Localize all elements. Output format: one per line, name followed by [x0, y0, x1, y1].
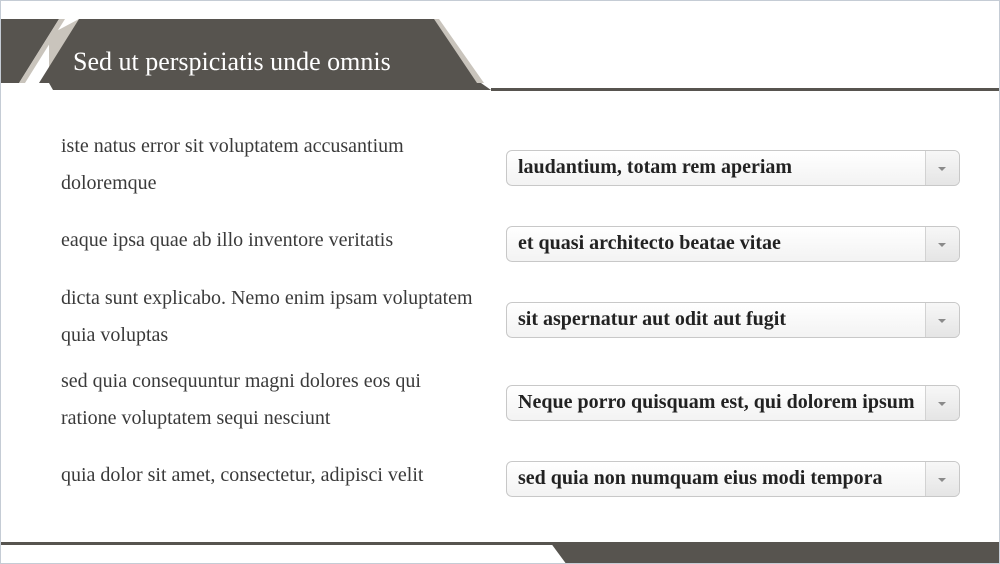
chevron-down-icon[interactable] [925, 386, 959, 420]
row-3-label: dicta sunt explicabo. Nemo enim ipsam voluptatem quia voluptas [61, 287, 473, 346]
header-rule [491, 88, 1000, 91]
slide-title: Sed ut perspiciatis unde omnis [73, 47, 391, 76]
row-3-dropdown-value: sit aspernatur aut odit aut fugit [518, 308, 786, 330]
row-1-label: iste natus error sit voluptatem accusantium doloremque [61, 135, 404, 194]
row-2-label: eaque ipsa quae ab illo inventore veritatis [61, 229, 394, 251]
row-4-label: sed quia consequuntur magni dolores eos qui ratione voluptatem sequi nesciunt [61, 370, 421, 429]
chevron-down-icon[interactable] [925, 227, 959, 261]
row-2-dropdown[interactable] [506, 226, 960, 262]
row-5-dropdown-value: sed quia non numquam eius modi tempora [518, 467, 883, 489]
row-3-dropdown[interactable] [506, 302, 960, 338]
row-1-dropdown-value: laudantium, totam rem aperiam [518, 156, 793, 178]
chevron-down-icon[interactable] [925, 303, 959, 337]
row-2-dropdown-value: et quasi architecto beatae vitae [518, 232, 781, 254]
footer-plate [550, 542, 1000, 564]
row-5-dropdown[interactable] [506, 461, 960, 497]
chevron-down-icon[interactable] [925, 151, 959, 185]
row-5-label: quia dolor sit amet, consectetur, adipisci velit [61, 464, 424, 486]
row-4-dropdown[interactable] [506, 385, 960, 421]
footer-band [1, 539, 1000, 564]
row-1-dropdown[interactable] [506, 150, 960, 186]
header-title-shadow [49, 83, 491, 90]
row-4-dropdown-value: Neque porro quisquam est, qui dolorem ipsum [518, 391, 915, 413]
chevron-down-icon[interactable] [925, 462, 959, 496]
